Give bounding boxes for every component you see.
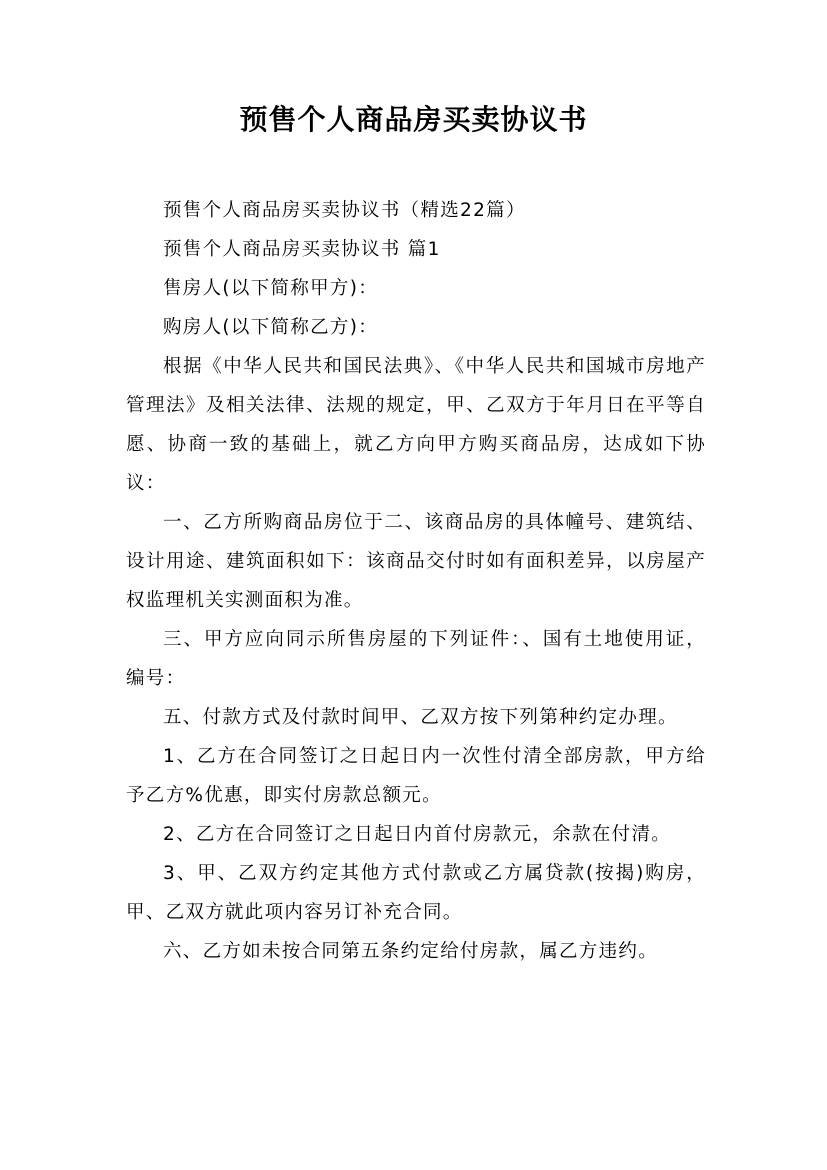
paragraph: 六、乙方如未按合同第五条约定给付房款，属乙方违约。 (163, 941, 659, 962)
document-title: 预售个人商品房买卖协议书 (239, 103, 588, 136)
paragraph: 一、乙方所购商品房位于二、该商品房的具体幢号、建筑结、设计用途、建筑面积如下：该商品交付时如有面积差异，以房屋产权监理机关实测面积为准。 (126, 512, 706, 611)
paragraph: 购房人(以下简称乙方)： (163, 317, 379, 338)
document-body (126, 191, 706, 971)
paragraph: 预售个人商品房买卖协议书（精选22篇） (163, 200, 526, 221)
paragraph: 2、乙方在合同签订之日起日内首付房款元，余款在付清。 (163, 824, 672, 845)
paragraph: 1、乙方在合同签订之日起日内一次性付清全部房款，甲方给予乙方%优惠，即实付房款总额元。 (126, 746, 706, 806)
paragraph: 3、甲、乙双方约定其他方式付款或乙方属贷款(按揭)购房，甲、乙双方就此项内容另订补充合同。 (126, 863, 706, 923)
paragraph: 根据《中华人民共和国民法典》、《中华人民共和国城市房地产管理法》及相关法律、法规的规定，甲、乙双方于年月日在平等自愿、协商一致的基础上，就乙方向甲方购买商品房，达成如下协议： (126, 356, 706, 494)
paragraph: 三、甲方应向同示所售房屋的下列证件：、国有土地使用证，编号： (126, 629, 706, 689)
paragraph: 五、付款方式及付款时间甲、乙双方按下列第种约定办理。 (163, 707, 678, 728)
paragraph: 售房人(以下简称甲方)： (163, 278, 379, 299)
paragraph: 预售个人商品房买卖协议书 篇1 (163, 239, 441, 260)
